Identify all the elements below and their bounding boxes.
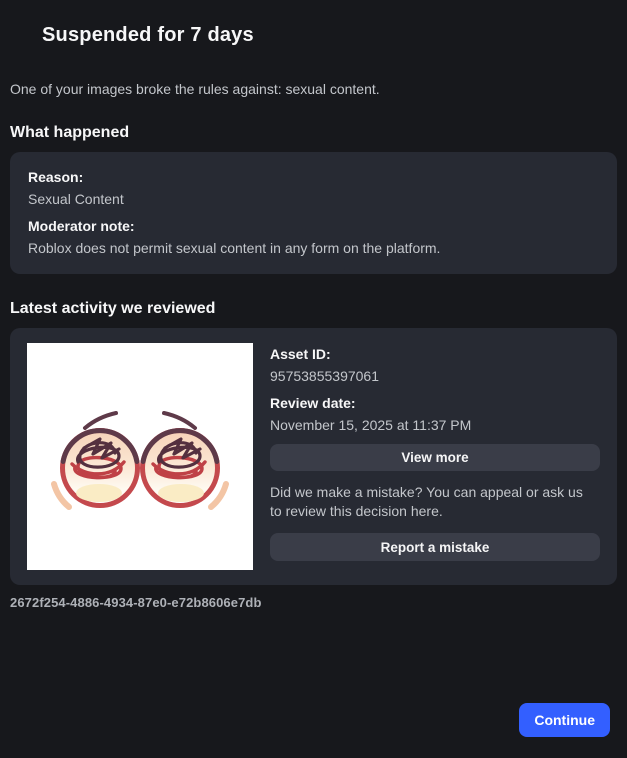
latest-activity-heading: Latest activity we reviewed <box>10 300 216 317</box>
reason-field <box>28 170 599 207</box>
moderated-image-thumbnail <box>27 343 253 570</box>
latest-activity-card <box>10 328 617 585</box>
view-more-button[interactable]: View more <box>270 444 600 471</box>
intro-text: One of your images broke the rules against: sexual content. <box>10 81 380 97</box>
moderator-note-field <box>28 219 599 256</box>
case-id: 2672f254-4886-4934-87e0-e72b8606e7db <box>10 595 262 610</box>
what-happened-card <box>10 152 617 274</box>
asset-id-field <box>270 347 600 384</box>
continue-button[interactable]: Continue <box>519 703 610 737</box>
what-happened-heading: What happened <box>10 124 130 141</box>
reason-value: Sexual Content <box>28 191 124 207</box>
review-date-label: Review date: <box>270 395 356 411</box>
reason-label: Reason: <box>28 169 84 185</box>
activity-details <box>270 343 600 561</box>
asset-id-value: 95753855397061 <box>270 368 380 384</box>
asset-id-label: Asset ID: <box>270 346 331 362</box>
review-date-value: November 15, 2025 at 11:37 PM <box>270 417 472 433</box>
censored-drawing-graphic <box>27 343 253 570</box>
moderator-note-label: Moderator note: <box>28 218 135 234</box>
report-mistake-button[interactable]: Report a mistake <box>270 533 600 561</box>
page-title: Suspended for 7 days <box>42 24 254 46</box>
review-date-field <box>270 396 600 433</box>
moderator-note-value: Roblox does not permit sexual content in any form on the platform. <box>28 240 441 256</box>
appeal-text: Did we make a mistake? You can appeal or ask us to review this decision here. <box>270 484 583 519</box>
